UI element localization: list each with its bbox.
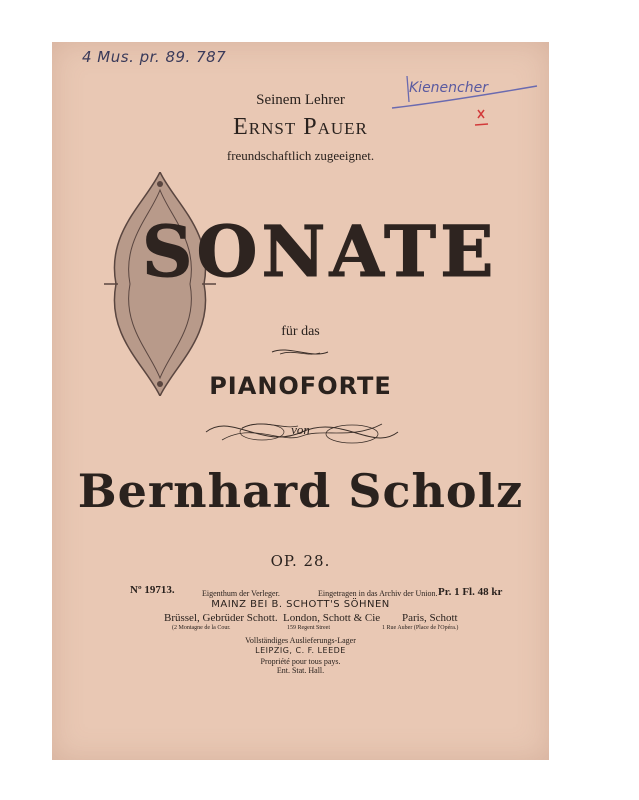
fur-das: für das bbox=[281, 324, 320, 339]
addr-right: 1 Rue Auber (Place de l'Opéra.) bbox=[382, 625, 459, 631]
plate-number: Nº 19713. bbox=[130, 584, 175, 596]
library-mark: 4 Mus. pr. 89. 787 bbox=[82, 48, 227, 66]
depot-city: LEIPZIG, C. F. LEEDE bbox=[255, 646, 346, 655]
publisher-left-small: Eigenthum der Verleger. bbox=[202, 589, 280, 598]
von: von bbox=[291, 422, 310, 437]
instrument: PIANOFORTE bbox=[209, 372, 392, 400]
depot-line: Vollständiges Auslieferungs-Lager bbox=[245, 636, 356, 645]
title: SONATE bbox=[142, 210, 498, 293]
addr-left: (2 Montagne de la Cour. bbox=[172, 625, 231, 631]
opus: OP. 28. bbox=[270, 552, 331, 570]
city-right: Paris, Schott bbox=[402, 612, 458, 624]
city-left: Brüssel, Gebrüder Schott. bbox=[164, 612, 278, 624]
publisher-right-small: Eingetragen in das Archiv der Union. bbox=[318, 589, 438, 598]
title-page bbox=[52, 42, 549, 760]
small-flourish-icon bbox=[270, 345, 330, 359]
addr-middle: 159 Regent Street bbox=[287, 625, 330, 631]
dedication-line2: freundschaftlich zugeeignet. bbox=[226, 148, 375, 163]
composer: Bernhard Scholz bbox=[77, 464, 524, 518]
publisher-main: MAINZ BEI B. SCHOTT'S SÖHNEN bbox=[211, 599, 390, 610]
price: Pr. 1 Fl. 48 kr bbox=[438, 586, 503, 598]
rights-line2: Ent. Stat. Hall. bbox=[276, 666, 325, 675]
city-middle: London, Schott & Cie bbox=[283, 612, 381, 624]
dedication-name: Ernst Pauer bbox=[233, 114, 368, 140]
signature-text: Kienencher bbox=[409, 80, 488, 96]
rights-line1: Propriété pour tous pays. bbox=[260, 657, 341, 666]
dedication-line1: Seinem Lehrer bbox=[256, 92, 345, 108]
